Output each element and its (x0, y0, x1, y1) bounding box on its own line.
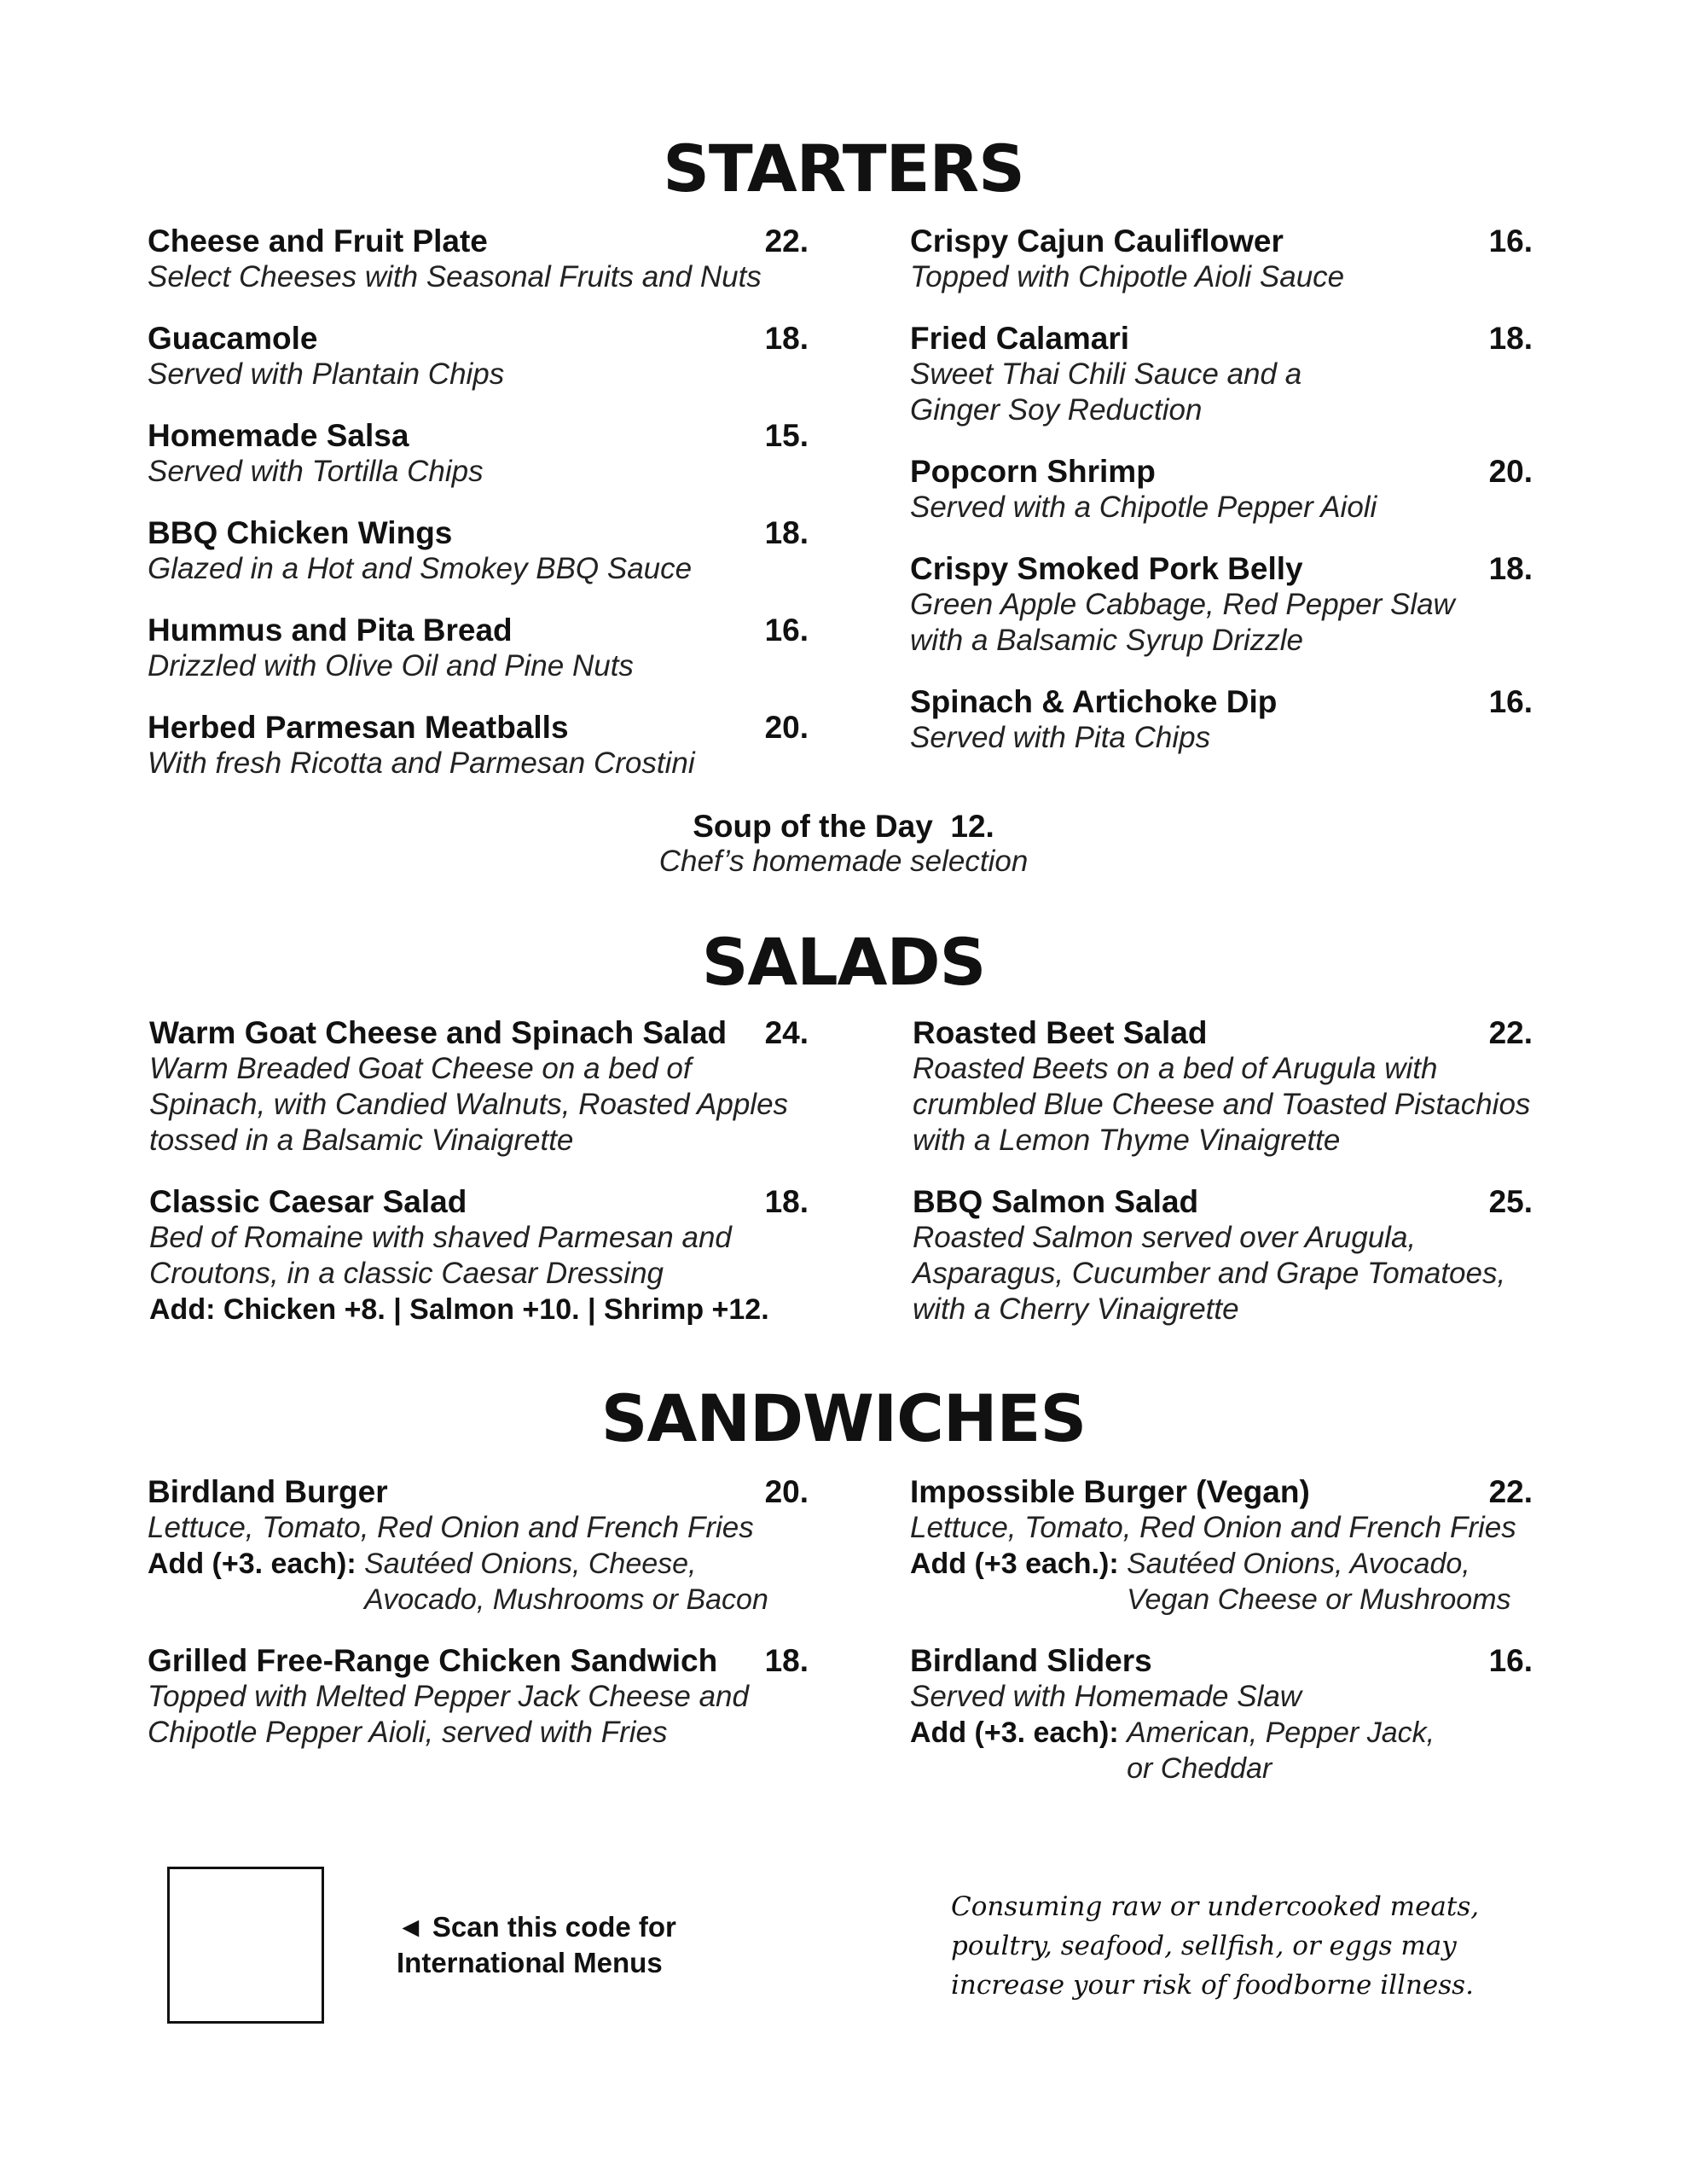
item-description: Bed of Romaine with shaved Parmesan and Croutons, in a classic Caesar Dressing (149, 1221, 732, 1290)
item-name: Homemade Salsa (148, 418, 409, 453)
item-name: Crispy Smoked Pork Belly (910, 551, 1303, 586)
item-description: Lettuce, Tomato, Red Onion and French Fries (910, 1511, 1516, 1544)
item-description: Sweet Thai Chili Sauce and a Ginger Soy Reduction (910, 357, 1302, 427)
item-description: Served with Pita Chips (910, 721, 1211, 754)
item-price: 20. (764, 1474, 809, 1509)
item-description: With fresh Ricotta and Parmesan Crostini (148, 746, 695, 780)
item-name: Roasted Beet Salad (913, 1015, 1208, 1050)
item-name: Fried Calamari (910, 321, 1130, 356)
qr-code-placeholder[interactable] (167, 1867, 324, 2024)
item-description: Served with Plantain Chips (148, 357, 505, 391)
item-description: Served with Tortilla Chips (148, 455, 484, 488)
item-description: Served with Homemade Slaw (910, 1680, 1302, 1713)
menu-item (910, 1474, 1533, 1618)
menu-item (149, 1184, 809, 1327)
item-description: Topped with Chipotle Aioli Sauce (910, 260, 1345, 293)
starters-left-column (148, 224, 809, 781)
item-price: 22. (1488, 1474, 1533, 1509)
sandwiches-left-column (148, 1474, 809, 1751)
menu-item (913, 1184, 1533, 1327)
item-price: 16. (1488, 684, 1533, 719)
item-name: Warm Goat Cheese and Spinach Salad (149, 1015, 728, 1050)
item-price: 24. (764, 1015, 809, 1050)
menu-item (148, 224, 809, 295)
item-description: Warm Breaded Goat Cheese on a bed of Spinach, with Candied Walnuts, Roasted Apples tossed in a Balsamic Vinaigrette (149, 1052, 789, 1157)
addon-text: Sautéed Onions, Cheese, Avocado, Mushrooms or Bacon (364, 1548, 768, 1616)
section-title-salads: SALADS (701, 924, 986, 1000)
item-price: 18. (1488, 321, 1533, 356)
addon-label: Add (+3. each): (148, 1548, 357, 1580)
item-price: 16. (1488, 1643, 1533, 1678)
item-price: 22. (764, 224, 809, 258)
item-name: Guacamole (148, 321, 318, 356)
item-name: BBQ Salmon Salad (913, 1184, 1199, 1219)
item-description: Drizzled with Olive Oil and Pine Nuts (148, 649, 634, 682)
item-description: Roasted Beets on a bed of Arugula with crumbled Blue Cheese and Toasted Pistachios with a Lemon Thyme Vinaigrette (913, 1052, 1531, 1157)
menu-item (913, 1015, 1533, 1159)
soup-name: Soup of the Day (693, 809, 933, 844)
menu-item (148, 1643, 809, 1751)
item-name: Spinach & Artichoke Dip (910, 684, 1278, 719)
addon-text: American, Pepper Jack, or Cheddar (1127, 1716, 1435, 1785)
starters-right-column (910, 224, 1533, 756)
menu-item (149, 1015, 809, 1159)
food-safety-warning: Consuming raw or undercooked meats, poultry, seafood, sellfish, or eggs may increase your risk of foodborne illness. (951, 1891, 1480, 2001)
item-description: Roasted Salmon served over Arugula, Asparagus, Cucumber and Grape Tomatoes, with a Cherry Vinaigrette (913, 1221, 1506, 1326)
item-description: Glazed in a Hot and Smokey BBQ Sauce (148, 552, 693, 585)
item-description: Select Cheeses with Seasonal Fruits and Nuts (148, 260, 762, 293)
item-name: Birdland Sliders (910, 1643, 1152, 1678)
menu-item (148, 321, 809, 392)
soup-of-the-day (0, 809, 1687, 879)
item-name: Cheese and Fruit Plate (148, 224, 488, 258)
item-addon: Add: Chicken +8. | Salmon +10. | Shrimp +12. (149, 1293, 769, 1326)
item-name: Impossible Burger (Vegan) (910, 1474, 1310, 1509)
menu-item (148, 418, 809, 490)
item-price: 18. (764, 1184, 809, 1219)
addon-text: Sautéed Onions, Avocado, Vegan Cheese or Mushrooms (1127, 1548, 1511, 1616)
menu-item (910, 1643, 1533, 1786)
section-title-sandwiches: SANDWICHES (600, 1380, 1087, 1456)
item-price: 22. (1488, 1015, 1533, 1050)
item-name: Birdland Burger (148, 1474, 388, 1509)
menu-item (910, 321, 1533, 428)
addon-label: Add (+3. each): (910, 1716, 1119, 1749)
item-description: Served with a Chipotle Pepper Aioli (910, 491, 1377, 524)
item-price: 15. (764, 418, 809, 453)
scan-instructions: ◄ Scan this code for International Menus (397, 1911, 676, 1978)
item-addon (148, 1546, 809, 1618)
menu-item (910, 454, 1533, 526)
soup-price: 12. (950, 809, 994, 844)
menu-item (148, 1474, 809, 1618)
item-name: Herbed Parmesan Meatballs (148, 710, 569, 745)
item-price: 16. (764, 613, 809, 648)
section-title-starters: STARTERS (663, 131, 1024, 206)
item-description: Green Apple Cabbage, Red Pepper Slaw with a Balsamic Syrup Drizzle (910, 588, 1455, 657)
item-description: Topped with Melted Pepper Jack Cheese and Chipotle Pepper Aioli, served with Fries (148, 1680, 749, 1749)
item-price: 20. (1488, 454, 1533, 489)
item-name: BBQ Chicken Wings (148, 515, 453, 550)
salads-right-column (913, 1015, 1533, 1327)
menu-item (910, 551, 1533, 659)
sandwiches-right-column (910, 1474, 1533, 1786)
addon-label: Add (+3 each.): (910, 1548, 1119, 1580)
item-description: Lettuce, Tomato, Red Onion and French Fries (148, 1511, 754, 1544)
item-price: 18. (764, 1643, 809, 1678)
menu-item (910, 684, 1533, 756)
item-price: 16. (1488, 224, 1533, 258)
item-name: Popcorn Shrimp (910, 454, 1156, 489)
item-price: 18. (764, 515, 809, 550)
menu-item (148, 710, 809, 781)
menu-item (910, 224, 1533, 295)
salads-left-column (149, 1015, 809, 1327)
menu-item (148, 515, 809, 587)
item-name: Classic Caesar Salad (149, 1184, 467, 1219)
item-addon (910, 1715, 1533, 1786)
item-price: 18. (764, 321, 809, 356)
item-name: Grilled Free-Range Chicken Sandwich (148, 1643, 718, 1678)
item-price: 20. (764, 710, 809, 745)
soup-description: Chef’s homemade selection (658, 845, 1029, 878)
item-price: 25. (1488, 1184, 1533, 1219)
menu-item (148, 613, 809, 684)
item-price: 18. (1488, 551, 1533, 586)
item-name: Hummus and Pita Bread (148, 613, 513, 648)
item-addon (910, 1546, 1533, 1618)
item-name: Crispy Cajun Cauliflower (910, 224, 1284, 258)
